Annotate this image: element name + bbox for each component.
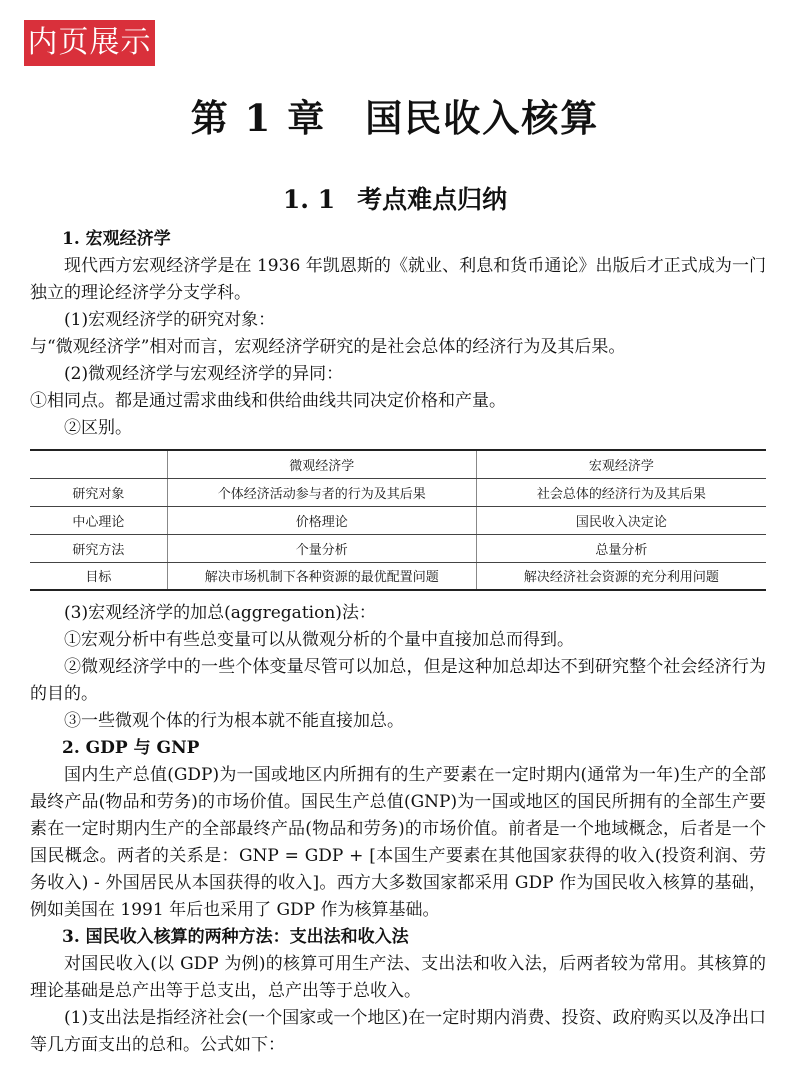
- table-row: [30, 534, 766, 562]
- table-row: [30, 506, 766, 534]
- paragraph: 与“微观经济学”相对而言，宏观经济学研究的是社会总体的经济行为及其后果。: [30, 337, 626, 357]
- heading-macroeconomics: 1. 宏观经济学: [62, 229, 171, 249]
- paragraph: (1)支出法是指经济社会(一个国家或一个地区)在一定时期内消费、投资、政府购买以及净出口等几方面支出的总和。公式如下：: [30, 1008, 766, 1055]
- paragraph: ①宏观分析中有些总变量可以从微观分析的个量中直接加总而得到。: [64, 630, 574, 650]
- table-header-cell: 宏观经济学: [476, 450, 766, 478]
- table-header-cell: [30, 450, 167, 478]
- paragraph: 现代西方宏观经济学是在 1936 年凯恩斯的《就业、利息和货币通论》出版后才正式成为一门独立的理论经济学分支学科。: [30, 256, 766, 303]
- table-cell: 个体经济活动参与者的行为及其后果: [167, 478, 476, 506]
- comparison-table-wrapper: [30, 449, 766, 591]
- paragraph: ①相同点。都是通过需求曲线和供给曲线共同决定价格和产量。: [30, 391, 506, 411]
- table-cell: 目标: [30, 562, 167, 590]
- table-cell: 解决市场机制下各种资源的最优配置问题: [167, 562, 476, 590]
- paragraph: (2)微观经济学与宏观经济学的异同：: [64, 364, 344, 384]
- table-cell: 解决经济社会资源的充分利用问题: [476, 562, 766, 590]
- paragraph: ②区别。: [64, 418, 132, 438]
- paragraph: ③一些微观个体的行为根本就不能直接加总。: [64, 711, 404, 731]
- table-cell: 个量分析: [167, 534, 476, 562]
- paragraph: (1)宏观经济学的研究对象：: [64, 310, 276, 330]
- chapter-title: 第 1 章 国民收入核算: [190, 96, 600, 140]
- section-number: 1. 1: [282, 185, 336, 214]
- table-header-row: [30, 450, 766, 478]
- table-row: [30, 562, 766, 590]
- table-cell: 研究方法: [30, 534, 167, 562]
- table-cell: 价格理论: [167, 506, 476, 534]
- comparison-table: [30, 449, 766, 591]
- paragraph: 对国民收入(以 GDP 为例)的核算可用生产法、支出法和收入法，后两者较为常用。其核算的理论基础是总产出等于总支出，总产出等于总收入。: [30, 954, 766, 1001]
- paragraph: (3)宏观经济学的加总(aggregation)法：: [64, 603, 376, 623]
- table-header-cell: 微观经济学: [167, 450, 476, 478]
- table-cell: 中心理论: [30, 506, 167, 534]
- heading-gdp-gnp: 2. GDP 与 GNP: [62, 738, 200, 758]
- section-heading: [0, 180, 790, 216]
- table-cell: 总量分析: [476, 534, 766, 562]
- table-cell: 国民收入决定论: [476, 506, 766, 534]
- document-body: [30, 226, 766, 1059]
- heading-accounting-methods: 3. 国民收入核算的两种方法：支出法和收入法: [62, 927, 409, 947]
- paragraph: ②微观经济学中的一些个体变量尽管可以加总，但是这种加总却达不到研究整个社会经济行为的目的。: [30, 657, 766, 704]
- section-title: 考点难点归纳: [357, 185, 508, 214]
- table-row: [30, 478, 766, 506]
- table-cell: 社会总体的经济行为及其后果: [476, 478, 766, 506]
- paragraph: 国内生产总值(GDP)为一国或地区内所拥有的生产要素在一定时期内(通常为一年)生产的全部最终产品(物品和劳务)的市场价值。国民生产总值(GNP)为一国或地区的国民所拥有的全部生产要素在一定时期内生产的全部最终产品(物品和劳务)的市场价值。前者是一个地域概念，后者是一个国民概念。两者的关系是：GNP = GDP + [本国生产要素在其他国家获得的收入(投资利润、劳务收入) - 外国居民从本国获得的收入]。西方大多数国家都采用 GDP 作为国民收入核算的基础，例如美国在 1991 年后也采用了 GDP 作为核算基础。: [30, 765, 766, 920]
- table-cell: 研究对象: [30, 478, 167, 506]
- page-badge: 内页展示: [24, 20, 155, 66]
